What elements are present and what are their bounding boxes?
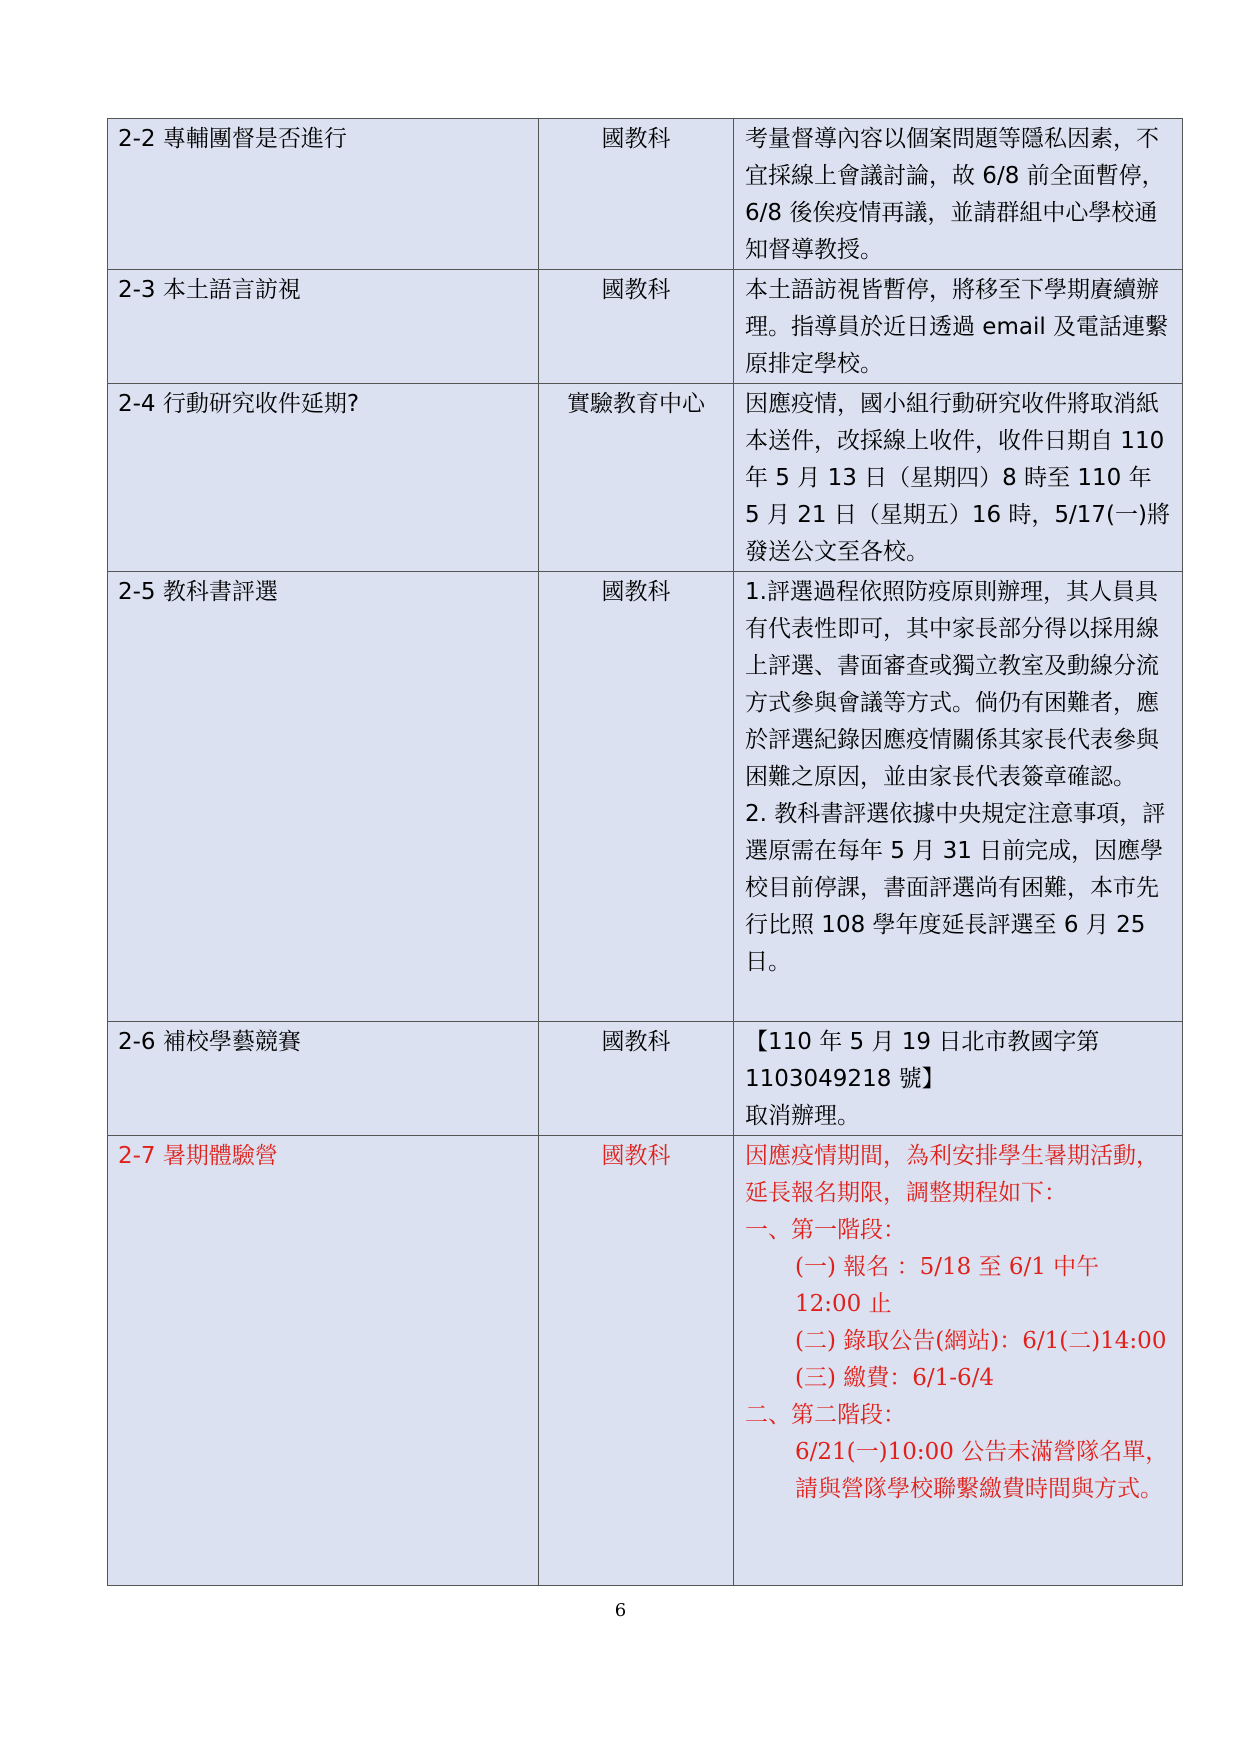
description-paragraph: 【110 年 5 月 19 日北市教國字第 1103049218 號】 [745, 1029, 1100, 1092]
stage-item: (二) 錄取公告(網站)：6/1(二)14:00 [795, 1328, 1167, 1354]
description-paragraph: 因應疫情，國小組行動研究收件將取消紙本送件，改採線上收件，收件日期自 110 年 5 月 13 日（星期四）8 時至 110 年 5 月 21 日（星期五）16 時，5/17(一)將發送公文至各校。 [745, 391, 1171, 565]
unit-cell: 國教科 [539, 572, 734, 1022]
unit-cell: 實驗教育中心 [539, 384, 734, 572]
description-paragraph: 2. 教科書評選依據中央規定注意事項，評選原需在每年 5 月 31 日前完成，因應學校目前停課，書面評選尚有困難，本市先行比照 108 學年度延長評選至 6 月 25 日。 [745, 801, 1166, 975]
description-cell [734, 1022, 1183, 1136]
description-cell [734, 119, 1183, 270]
table-row [108, 119, 1183, 270]
item-cell: 2-2 專輔團督是否進行 [108, 119, 539, 270]
description-cell [734, 572, 1183, 1022]
item-cell: 2-6 補校學藝競賽 [108, 1022, 539, 1136]
table-row [108, 1022, 1183, 1136]
unit-cell: 國教科 [539, 119, 734, 270]
table-row [108, 572, 1183, 1022]
item-cell: 2-7 暑期體驗營 [108, 1136, 539, 1586]
unit-cell: 國教科 [539, 1022, 734, 1136]
stage-item: (一) 報名 ：5/18 至 6/1 中午 12:00 止 [795, 1254, 1100, 1317]
meeting-table [107, 118, 1183, 1586]
table-row-highlighted [108, 1136, 1183, 1586]
description-paragraph: 1.評選過程依照防疫原則辦理，其人員具有代表性即可，其中家長部分得以採用線上評選、書面審查或獨立教室及動線分流方式參與會議等方式。倘仍有困難者，應於評選紀錄因應疫情關係其家長代表參與困難之原因，並由家長代表簽章確認。 [745, 579, 1159, 790]
table-row [108, 270, 1183, 384]
description-intro: 因應疫情期間，為利安排學生暑期活動，延長報名期限，調整期程如下： [745, 1143, 1159, 1206]
description-paragraph: 考量督導內容以個案問題等隱私因素，不宜採線上會議討論，故 6/8 前全面暫停，6/8 後俟疫情再議，並請群組中心學校通知督導教授。 [745, 126, 1165, 263]
stage-heading: 二、第二階段： [745, 1402, 906, 1428]
description-paragraph: 本土語訪視皆暫停，將移至下學期賡續辦理。指導員於近日透過 email 及電話連繫原排定學校。 [745, 277, 1169, 377]
table-body [108, 119, 1183, 1586]
stage-item: 6/21(一)10:00 公告未滿營隊名單，請與營隊學校聯繫繳費時間與方式。 [795, 1439, 1169, 1502]
description-paragraph: 取消辦理。 [745, 1103, 860, 1129]
stage-item: (三) 繳費：6/1-6/4 [795, 1365, 995, 1391]
description-cell [734, 384, 1183, 572]
unit-cell: 國教科 [539, 270, 734, 384]
page-number: 6 [614, 1600, 627, 1621]
table-row [108, 384, 1183, 572]
item-cell: 2-3 本土語言訪視 [108, 270, 539, 384]
description-cell [734, 270, 1183, 384]
stage-heading: 一、第一階段： [745, 1217, 906, 1243]
description-cell [734, 1136, 1183, 1586]
item-cell: 2-5 教科書評選 [108, 572, 539, 1022]
unit-cell: 國教科 [539, 1136, 734, 1586]
item-cell: 2-4 行動研究收件延期? [108, 384, 539, 572]
